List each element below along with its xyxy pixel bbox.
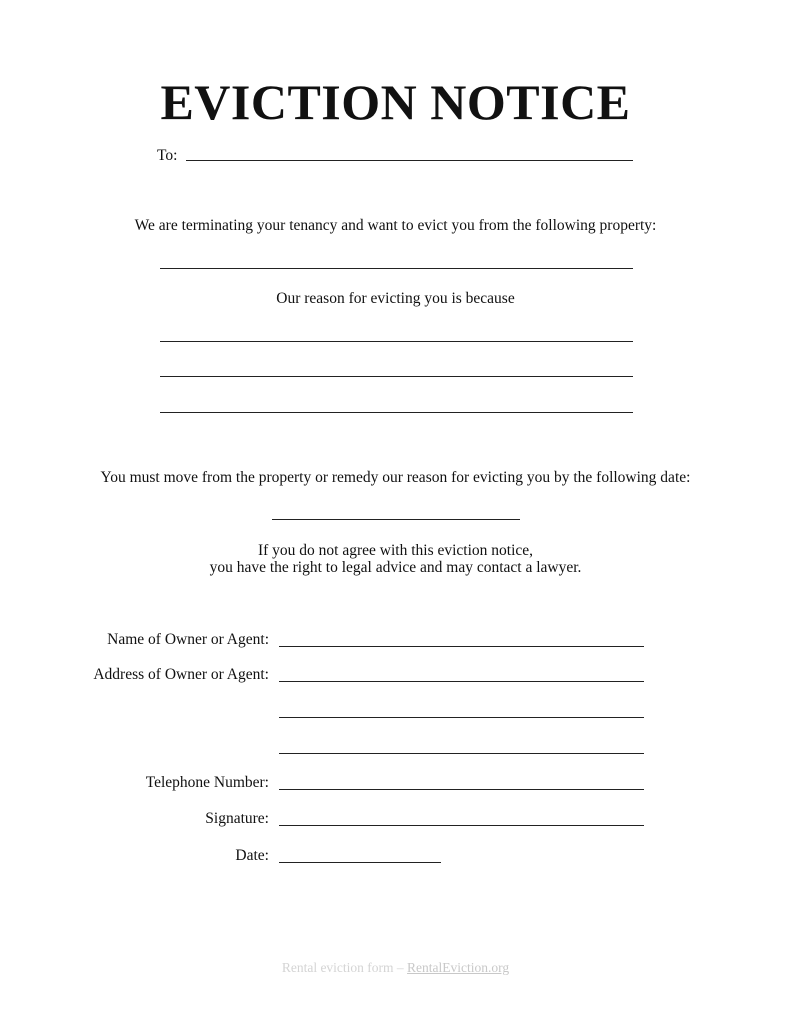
to-field-line[interactable] (186, 160, 633, 161)
footer-prefix: Rental eviction form – (281, 960, 408, 975)
disagree-notice-line-1: If you do not agree with this eviction notice, (257, 542, 534, 559)
footer (0, 960, 791, 976)
deadline-date-field-line[interactable] (272, 519, 520, 520)
owner-address-field-line-2[interactable] (279, 717, 644, 718)
telephone-label: Telephone Number: (145, 774, 269, 791)
date-label: Date: (235, 847, 269, 864)
property-field-line[interactable] (160, 268, 633, 269)
date-field-line[interactable] (279, 862, 441, 863)
reason-statement: Our reason for evicting you is because (276, 290, 515, 307)
terminating-statement: We are terminating your tenancy and want to evict you from the following property: (134, 217, 657, 234)
owner-name-field-line[interactable] (279, 646, 644, 647)
owner-address-label: Address of Owner or Agent: (93, 666, 269, 683)
telephone-field-line[interactable] (279, 789, 644, 790)
move-deadline-statement: You must move from the property or remedy our reason for evicting you by the following date: (100, 469, 691, 486)
signature-field-line[interactable] (279, 825, 644, 826)
disagree-notice-line-2: you have the right to legal advice and may contact a lawyer. (209, 559, 582, 576)
owner-address-field-line-3[interactable] (279, 753, 644, 754)
reason-field-line-2[interactable] (160, 376, 633, 377)
reason-field-line-3[interactable] (160, 412, 633, 413)
reason-field-line-1[interactable] (160, 341, 633, 342)
owner-name-label: Name of Owner or Agent: (107, 631, 269, 648)
signature-label: Signature: (205, 810, 269, 827)
to-label: To: (157, 147, 178, 164)
owner-address-field-line-1[interactable] (279, 681, 644, 682)
document-title: EVICTION NOTICE (160, 74, 631, 130)
footer-link[interactable]: RentalEviction.org (407, 960, 510, 975)
